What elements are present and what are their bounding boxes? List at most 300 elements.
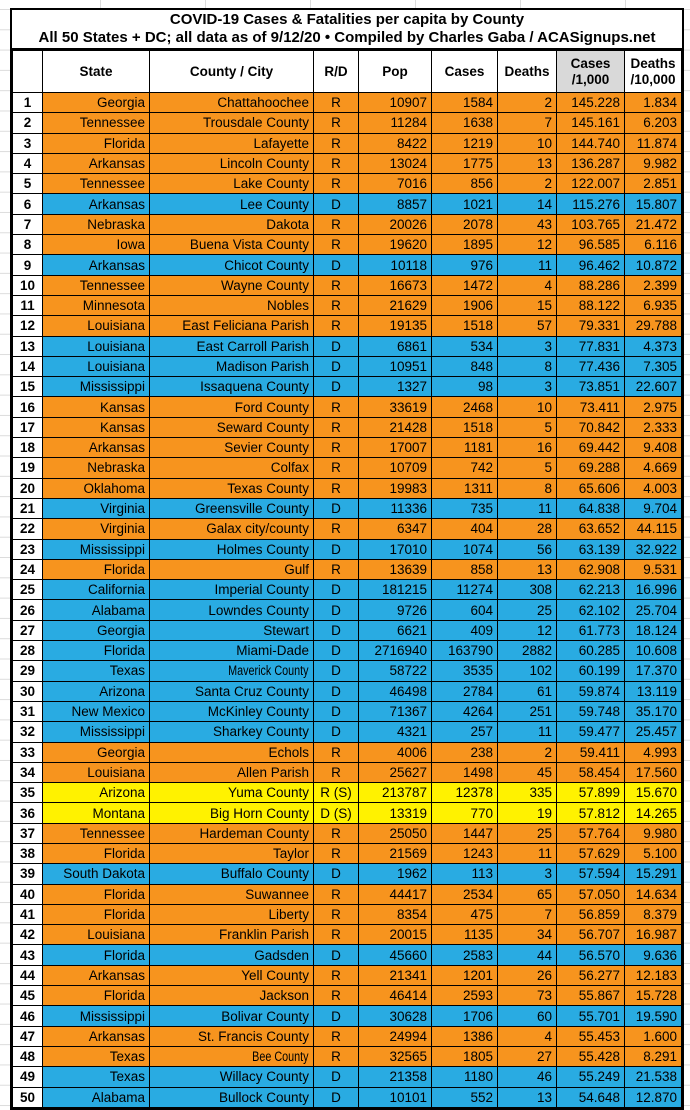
cell-deaths-per-10000: 8.291 (625, 1046, 682, 1066)
cell-deaths-per-10000: 15.728 (625, 986, 682, 1006)
cell-party: R (314, 904, 359, 924)
cell-population: 4006 (359, 742, 432, 762)
cell-cases: 1638 (432, 113, 498, 133)
cell-population: 13319 (359, 803, 432, 823)
cell-cases: 1243 (432, 843, 498, 863)
cell-state: Louisiana (43, 762, 150, 782)
cell-state: Arizona (43, 681, 150, 701)
cell-cases: 742 (432, 458, 498, 478)
cell-population: 13639 (359, 559, 432, 579)
cell-rank: 33 (13, 742, 43, 762)
cell-deaths: 43 (498, 214, 557, 234)
table-row (13, 803, 682, 823)
cell-rank: 34 (13, 762, 43, 782)
cell-cases-per-1000: 96.585 (557, 235, 625, 255)
cell-cases-per-1000: 56.859 (557, 904, 625, 924)
cell-state: Florida (43, 945, 150, 965)
cell-state: Georgia (43, 742, 150, 762)
cell-population: 6621 (359, 620, 432, 640)
cell-county: Seward County (150, 417, 314, 437)
cell-cases-per-1000: 77.436 (557, 356, 625, 376)
cell-cases: 4264 (432, 701, 498, 721)
cell-cases: 2534 (432, 884, 498, 904)
cell-deaths-per-10000: 4.373 (625, 336, 682, 356)
cell-state: Iowa (43, 235, 150, 255)
cell-deaths-per-10000: 9.408 (625, 438, 682, 458)
table-row (13, 397, 682, 417)
cell-deaths: 16 (498, 438, 557, 458)
cell-county: Yuma County (150, 783, 314, 803)
cell-cases-per-1000: 145.161 (557, 113, 625, 133)
column-header-deaths-per-10000-line1: Deaths (630, 55, 676, 71)
cell-county: Miami-Dade (150, 641, 314, 661)
cell-county: Sharkey County (150, 722, 314, 742)
cell-rank: 30 (13, 681, 43, 701)
cell-deaths-per-10000: 44.115 (625, 519, 682, 539)
cell-deaths: 44 (498, 945, 557, 965)
cell-cases-per-1000: 59.477 (557, 722, 625, 742)
table-row (13, 620, 682, 640)
cell-state: Minnesota (43, 295, 150, 315)
table-row (13, 1067, 682, 1087)
cell-rank: 43 (13, 945, 43, 965)
cell-cases-per-1000: 56.707 (557, 925, 625, 945)
column-header-rank (13, 51, 43, 93)
cell-county: Yell County (150, 965, 314, 985)
cell-party: D (314, 498, 359, 518)
data-table (12, 50, 682, 1108)
cell-cases-per-1000: 62.908 (557, 559, 625, 579)
table-row (13, 255, 682, 275)
cell-county-text: Bee County (252, 1049, 309, 1065)
cell-rank: 7 (13, 214, 43, 234)
cell-population: 21629 (359, 295, 432, 315)
cell-deaths: 3 (498, 336, 557, 356)
cell-party: R (314, 153, 359, 173)
cell-cases-per-1000: 57.812 (557, 803, 625, 823)
cell-county: Suwannee (150, 884, 314, 904)
cell-party: R (314, 1046, 359, 1066)
cell-party: D (314, 1087, 359, 1107)
cell-party: D (314, 620, 359, 640)
cell-cases: 1181 (432, 438, 498, 458)
cell-county (150, 661, 314, 681)
table-row (13, 1006, 682, 1026)
cell-cases: 1311 (432, 478, 498, 498)
table-row (13, 377, 682, 397)
cell-rank: 32 (13, 722, 43, 742)
cell-party: R (314, 478, 359, 498)
cell-cases: 1135 (432, 925, 498, 945)
cell-county: East Feliciana Parish (150, 316, 314, 336)
cell-county: Ford County (150, 397, 314, 417)
cell-party: R (314, 214, 359, 234)
cell-party: D (314, 1006, 359, 1026)
cell-deaths-per-10000: 7.305 (625, 356, 682, 376)
cell-rank: 24 (13, 559, 43, 579)
cell-cases-per-1000: 69.288 (557, 458, 625, 478)
column-header-county: County / City (150, 51, 314, 93)
cell-state: Mississippi (43, 1006, 150, 1026)
cell-cases: 11274 (432, 580, 498, 600)
cell-population: 21341 (359, 965, 432, 985)
cell-county: Gadsden (150, 945, 314, 965)
cell-cases-per-1000: 59.874 (557, 681, 625, 701)
cell-state: Nebraska (43, 458, 150, 478)
column-header-cases: Cases (432, 51, 498, 93)
cell-party: D (314, 701, 359, 721)
cell-cases: 475 (432, 904, 498, 924)
cell-rank: 9 (13, 255, 43, 275)
cell-state: Arkansas (43, 965, 150, 985)
cell-party: R (314, 113, 359, 133)
cell-cases: 552 (432, 1087, 498, 1107)
cell-population: 46498 (359, 681, 432, 701)
cell-deaths-per-10000: 10.608 (625, 641, 682, 661)
cell-rank: 4 (13, 153, 43, 173)
cell-rank: 40 (13, 884, 43, 904)
cell-deaths: 46 (498, 1067, 557, 1087)
cell-deaths-per-10000: 9.531 (625, 559, 682, 579)
cell-county: Issaquena County (150, 377, 314, 397)
cell-cases: 1021 (432, 194, 498, 214)
cell-state: Louisiana (43, 336, 150, 356)
cell-deaths: 4 (498, 1026, 557, 1046)
column-header-deaths-per-10000 (625, 51, 682, 93)
cell-state: Arkansas (43, 438, 150, 458)
cell-state: Nebraska (43, 214, 150, 234)
cell-county: Willacy County (150, 1067, 314, 1087)
cell-cases-per-1000: 65.606 (557, 478, 625, 498)
cell-county: Taylor (150, 843, 314, 863)
cell-party: R (314, 823, 359, 843)
cell-rank: 38 (13, 843, 43, 863)
cell-state: Arkansas (43, 153, 150, 173)
cell-deaths: 3 (498, 377, 557, 397)
cell-deaths-per-10000: 9.980 (625, 823, 682, 843)
column-header-deaths-per-10000-line2: /10,000 (630, 71, 676, 87)
table-row (13, 153, 682, 173)
cell-deaths: 2882 (498, 641, 557, 661)
cell-deaths: 13 (498, 1087, 557, 1107)
cell-cases-per-1000: 69.442 (557, 438, 625, 458)
cell-deaths: 2 (498, 93, 557, 113)
cell-population: 6347 (359, 519, 432, 539)
cell-cases: 976 (432, 255, 498, 275)
cell-county: Bullock County (150, 1087, 314, 1107)
cell-deaths-per-10000: 21.538 (625, 1067, 682, 1087)
cell-deaths-per-10000: 5.100 (625, 843, 682, 863)
table-row (13, 194, 682, 214)
cell-cases: 113 (432, 864, 498, 884)
cell-deaths-per-10000: 2.975 (625, 397, 682, 417)
cell-cases-per-1000: 103.765 (557, 214, 625, 234)
cell-county: St. Francis County (150, 1026, 314, 1046)
cell-state: Tennessee (43, 823, 150, 843)
cell-rank: 35 (13, 783, 43, 803)
cell-rank: 28 (13, 641, 43, 661)
cell-county: Madison Parish (150, 356, 314, 376)
cell-cases: 1518 (432, 316, 498, 336)
cell-rank: 5 (13, 174, 43, 194)
table-row (13, 519, 682, 539)
cell-population: 10101 (359, 1087, 432, 1107)
cell-rank: 31 (13, 701, 43, 721)
cell-rank: 12 (13, 316, 43, 336)
cell-deaths: 11 (498, 843, 557, 863)
cell-deaths-per-10000: 4.669 (625, 458, 682, 478)
cell-deaths-per-10000: 6.203 (625, 113, 682, 133)
cell-deaths-per-10000: 9.636 (625, 945, 682, 965)
cell-deaths: 8 (498, 356, 557, 376)
cell-cases: 238 (432, 742, 498, 762)
cell-party: D (314, 377, 359, 397)
cell-cases: 409 (432, 620, 498, 640)
cell-cases: 12378 (432, 783, 498, 803)
column-header-cases-per-1000-line2: /1,000 (571, 71, 610, 87)
cell-state: Texas (43, 661, 150, 681)
cell-deaths-per-10000: 18.124 (625, 620, 682, 640)
cell-party: R (314, 275, 359, 295)
cell-deaths: 308 (498, 580, 557, 600)
cell-party: D (314, 580, 359, 600)
cell-deaths: 57 (498, 316, 557, 336)
cell-cases-per-1000: 88.122 (557, 295, 625, 315)
cell-cases: 3535 (432, 661, 498, 681)
cell-population: 71367 (359, 701, 432, 721)
cell-state: New Mexico (43, 701, 150, 721)
cell-population: 11336 (359, 498, 432, 518)
cell-population: 10907 (359, 93, 432, 113)
table-row (13, 742, 682, 762)
cell-cases-per-1000: 57.764 (557, 823, 625, 843)
cell-population: 32565 (359, 1046, 432, 1066)
cell-rank: 22 (13, 519, 43, 539)
cell-deaths: 13 (498, 153, 557, 173)
cell-cases-per-1000: 62.213 (557, 580, 625, 600)
cell-cases-per-1000: 144.740 (557, 133, 625, 153)
cell-party: D (314, 945, 359, 965)
cell-cases-per-1000: 57.899 (557, 783, 625, 803)
cell-county: Texas County (150, 478, 314, 498)
cell-population: 25050 (359, 823, 432, 843)
cell-county: Chicot County (150, 255, 314, 275)
cell-cases-per-1000: 96.462 (557, 255, 625, 275)
cell-deaths: 25 (498, 823, 557, 843)
cell-cases: 856 (432, 174, 498, 194)
cell-deaths-per-10000: 15.807 (625, 194, 682, 214)
cell-party: R (314, 438, 359, 458)
cell-cases: 1498 (432, 762, 498, 782)
cell-deaths: 25 (498, 600, 557, 620)
cell-rank: 26 (13, 600, 43, 620)
cell-state: Louisiana (43, 356, 150, 376)
cell-party: R (S) (314, 783, 359, 803)
cell-state: Tennessee (43, 275, 150, 295)
cell-party: R (314, 884, 359, 904)
cell-state: Arkansas (43, 255, 150, 275)
cell-population: 19135 (359, 316, 432, 336)
cell-deaths: 11 (498, 255, 557, 275)
cell-population: 20015 (359, 925, 432, 945)
cell-state: Alabama (43, 1087, 150, 1107)
table-row (13, 214, 682, 234)
cell-party: R (314, 843, 359, 863)
cell-deaths: 2 (498, 174, 557, 194)
cell-rank: 15 (13, 377, 43, 397)
column-header-rd: R/D (314, 51, 359, 93)
cell-cases: 1201 (432, 965, 498, 985)
cell-county: Nobles (150, 295, 314, 315)
cell-county: Holmes County (150, 539, 314, 559)
cell-cases-per-1000: 63.652 (557, 519, 625, 539)
cell-state: Texas (43, 1046, 150, 1066)
cell-rank: 46 (13, 1006, 43, 1026)
cell-cases-per-1000: 79.331 (557, 316, 625, 336)
cell-deaths-per-10000: 4.993 (625, 742, 682, 762)
cell-rank: 18 (13, 438, 43, 458)
cell-cases: 2468 (432, 397, 498, 417)
cell-deaths: 7 (498, 113, 557, 133)
cell-cases: 1518 (432, 417, 498, 437)
cell-cases-per-1000: 56.570 (557, 945, 625, 965)
cell-cases-per-1000: 70.842 (557, 417, 625, 437)
cell-cases-per-1000: 54.648 (557, 1087, 625, 1107)
cell-county: Hardeman County (150, 823, 314, 843)
cell-population: 21358 (359, 1067, 432, 1087)
cell-county: Lafayette (150, 133, 314, 153)
cell-deaths-per-10000: 19.590 (625, 1006, 682, 1026)
cell-rank: 19 (13, 458, 43, 478)
cell-deaths-per-10000: 16.996 (625, 580, 682, 600)
cell-population: 7016 (359, 174, 432, 194)
table-row (13, 701, 682, 721)
cell-cases: 735 (432, 498, 498, 518)
cell-deaths-per-10000: 32.922 (625, 539, 682, 559)
cell-state: Mississippi (43, 539, 150, 559)
cell-deaths: 61 (498, 681, 557, 701)
cell-party: R (314, 519, 359, 539)
cell-party: R (314, 965, 359, 985)
cell-deaths-per-10000: 14.634 (625, 884, 682, 904)
table-row (13, 336, 682, 356)
cell-county: Gulf (150, 559, 314, 579)
cell-population: 6861 (359, 336, 432, 356)
cell-party: D (314, 539, 359, 559)
cell-state: Virginia (43, 519, 150, 539)
cell-deaths: 26 (498, 965, 557, 985)
cell-cases-per-1000: 57.594 (557, 864, 625, 884)
cell-county: Jackson (150, 986, 314, 1006)
cell-population: 2716940 (359, 641, 432, 661)
cell-deaths: 34 (498, 925, 557, 945)
cell-party: D (314, 661, 359, 681)
cell-party: D (314, 864, 359, 884)
cell-population: 11284 (359, 113, 432, 133)
cell-county: Lee County (150, 194, 314, 214)
cell-deaths: 8 (498, 478, 557, 498)
cell-party: R (314, 133, 359, 153)
cell-state: Mississippi (43, 722, 150, 742)
cell-cases-per-1000: 58.454 (557, 762, 625, 782)
cell-population: 25627 (359, 762, 432, 782)
cell-rank: 47 (13, 1026, 43, 1046)
cell-party: R (314, 93, 359, 113)
column-header-state: State (43, 51, 150, 93)
cell-population: 10709 (359, 458, 432, 478)
cell-party: R (314, 762, 359, 782)
cell-county: Echols (150, 742, 314, 762)
cell-deaths: 14 (498, 194, 557, 214)
cell-county-text: Maverick County (228, 663, 309, 679)
cell-cases: 2784 (432, 681, 498, 701)
table-row (13, 884, 682, 904)
cell-deaths-per-10000: 14.265 (625, 803, 682, 823)
cell-county: East Carroll Parish (150, 336, 314, 356)
cell-population: 17010 (359, 539, 432, 559)
cell-party: D (314, 356, 359, 376)
cell-state: Louisiana (43, 316, 150, 336)
cell-cases-per-1000: 62.102 (557, 600, 625, 620)
cell-party: R (314, 925, 359, 945)
cell-cases: 1472 (432, 275, 498, 295)
cell-deaths: 11 (498, 722, 557, 742)
cell-deaths-per-10000: 12.870 (625, 1087, 682, 1107)
cell-population: 45660 (359, 945, 432, 965)
cell-state: Florida (43, 559, 150, 579)
cell-deaths-per-10000: 1.600 (625, 1026, 682, 1046)
cell-rank: 39 (13, 864, 43, 884)
cell-cases: 1805 (432, 1046, 498, 1066)
cell-party: R (314, 174, 359, 194)
cell-party: D (314, 255, 359, 275)
table-row (13, 174, 682, 194)
table-row (13, 458, 682, 478)
cell-cases: 98 (432, 377, 498, 397)
cell-state: Texas (43, 1067, 150, 1087)
cell-cases-per-1000: 73.411 (557, 397, 625, 417)
table-row (13, 681, 682, 701)
cell-deaths-per-10000: 25.704 (625, 600, 682, 620)
table-row (13, 1087, 682, 1107)
cell-state: Virginia (43, 498, 150, 518)
cell-state: Montana (43, 803, 150, 823)
cell-deaths-per-10000: 9.704 (625, 498, 682, 518)
cell-county: Galax city/county (150, 519, 314, 539)
cell-population: 16673 (359, 275, 432, 295)
cell-cases-per-1000: 122.007 (557, 174, 625, 194)
cell-county: Allen Parish (150, 762, 314, 782)
cell-party: D (314, 336, 359, 356)
cell-cases-per-1000: 59.411 (557, 742, 625, 762)
cell-state: Alabama (43, 600, 150, 620)
table-row (13, 925, 682, 945)
cell-cases-per-1000: 57.629 (557, 843, 625, 863)
cell-cases: 2593 (432, 986, 498, 1006)
table-row (13, 133, 682, 153)
column-header-cases-per-1000-line1: Cases (570, 55, 611, 71)
column-header-cases-per-1000 (557, 51, 625, 93)
table-row (13, 783, 682, 803)
cell-rank: 37 (13, 823, 43, 843)
cell-rank: 3 (13, 133, 43, 153)
cell-county: Liberty (150, 904, 314, 924)
cell-party: R (314, 397, 359, 417)
cell-deaths-per-10000: 17.370 (625, 661, 682, 681)
cell-cases: 2078 (432, 214, 498, 234)
cell-deaths: 19 (498, 803, 557, 823)
cell-cases-per-1000: 60.285 (557, 641, 625, 661)
